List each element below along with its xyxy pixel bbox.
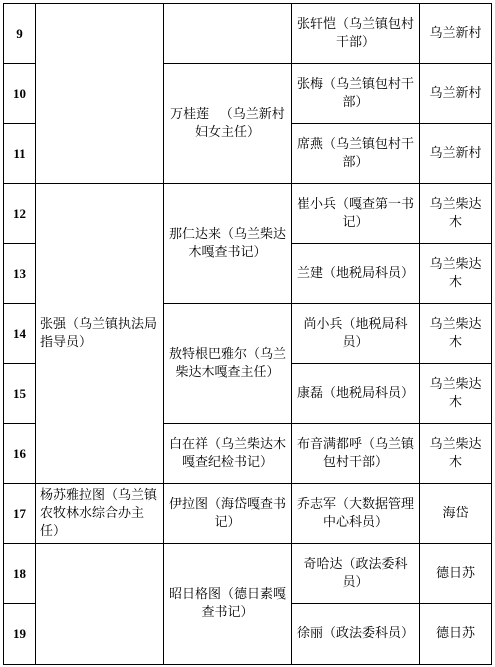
row-number: 10 (4, 64, 36, 124)
village-name: 海岱 (420, 484, 492, 544)
contact-person: 兰建（地税局科员） (292, 244, 420, 304)
village-leader: 那仁达来（乌兰柴达木嘎查书记） (164, 184, 292, 304)
village-leader: 万桂莲 （乌兰新村妇女主任） (164, 64, 292, 184)
village-name: 乌兰柴达木 (420, 184, 492, 244)
village-name: 乌兰柴达木 (420, 304, 492, 364)
village-name: 乌兰柴达木 (420, 364, 492, 424)
contact-person: 乔志军（大数据管理中心科员） (292, 484, 420, 544)
row-number: 11 (4, 124, 36, 184)
row-number: 16 (4, 424, 36, 484)
village-name: 乌兰新村 (420, 4, 492, 64)
village-leader: 伊拉图（海岱嘎查书记） (164, 484, 292, 544)
village-leader: 敖特根巴雅尔（乌兰柴达木嘎查主任） (164, 304, 292, 424)
row-number: 12 (4, 184, 36, 244)
village-leader: 白在祥（乌兰柴达木嘎查纪检书记） (164, 424, 292, 484)
contact-person: 席燕（乌兰镇包村干部） (292, 124, 420, 184)
row-number: 18 (4, 544, 36, 604)
group-a-empty-cell (36, 4, 164, 184)
row-number: 13 (4, 244, 36, 304)
village-name: 乌兰柴达木 (420, 244, 492, 304)
table-row (4, 184, 492, 244)
row-number: 15 (4, 364, 36, 424)
village-name: 乌兰柴达木 (420, 424, 492, 484)
contact-person: 徐丽（政法委科员） (292, 604, 420, 665)
table-row (4, 544, 492, 604)
contact-person: 康磊（地税局科员） (292, 364, 420, 424)
contact-person: 崔小兵（嘎查第一书记） (292, 184, 420, 244)
row-number: 9 (4, 4, 36, 64)
assignment-table (3, 3, 492, 665)
row-number: 19 (4, 604, 36, 665)
contact-person: 张轩恺（乌兰镇包村干部） (292, 4, 420, 64)
table-row (4, 484, 492, 544)
contact-person: 尚小兵（地税局科员） (292, 304, 420, 364)
table-row (4, 4, 492, 64)
supervisor: 杨苏雅拉图（乌兰镇农牧林水综合办主任） (36, 484, 164, 544)
contact-person: 张梅（乌兰镇包村干部） (292, 64, 420, 124)
village-name: 乌兰新村 (420, 64, 492, 124)
contact-person: 布音满都呼（乌兰镇包村干部） (292, 424, 420, 484)
village-name: 乌兰新村 (420, 124, 492, 184)
group-a-empty-cell (36, 544, 164, 665)
group-b-empty-cell (164, 4, 292, 64)
village-leader: 昭日格图（德日素嘎查书记） (164, 544, 292, 665)
contact-person: 奇哈达（政法委科员） (292, 544, 420, 604)
village-name: 德日苏 (420, 544, 492, 604)
row-number: 17 (4, 484, 36, 544)
village-name: 德日苏 (420, 604, 492, 665)
supervisor: 张强（乌兰镇执法局指导员） (36, 184, 164, 484)
row-number: 14 (4, 304, 36, 364)
